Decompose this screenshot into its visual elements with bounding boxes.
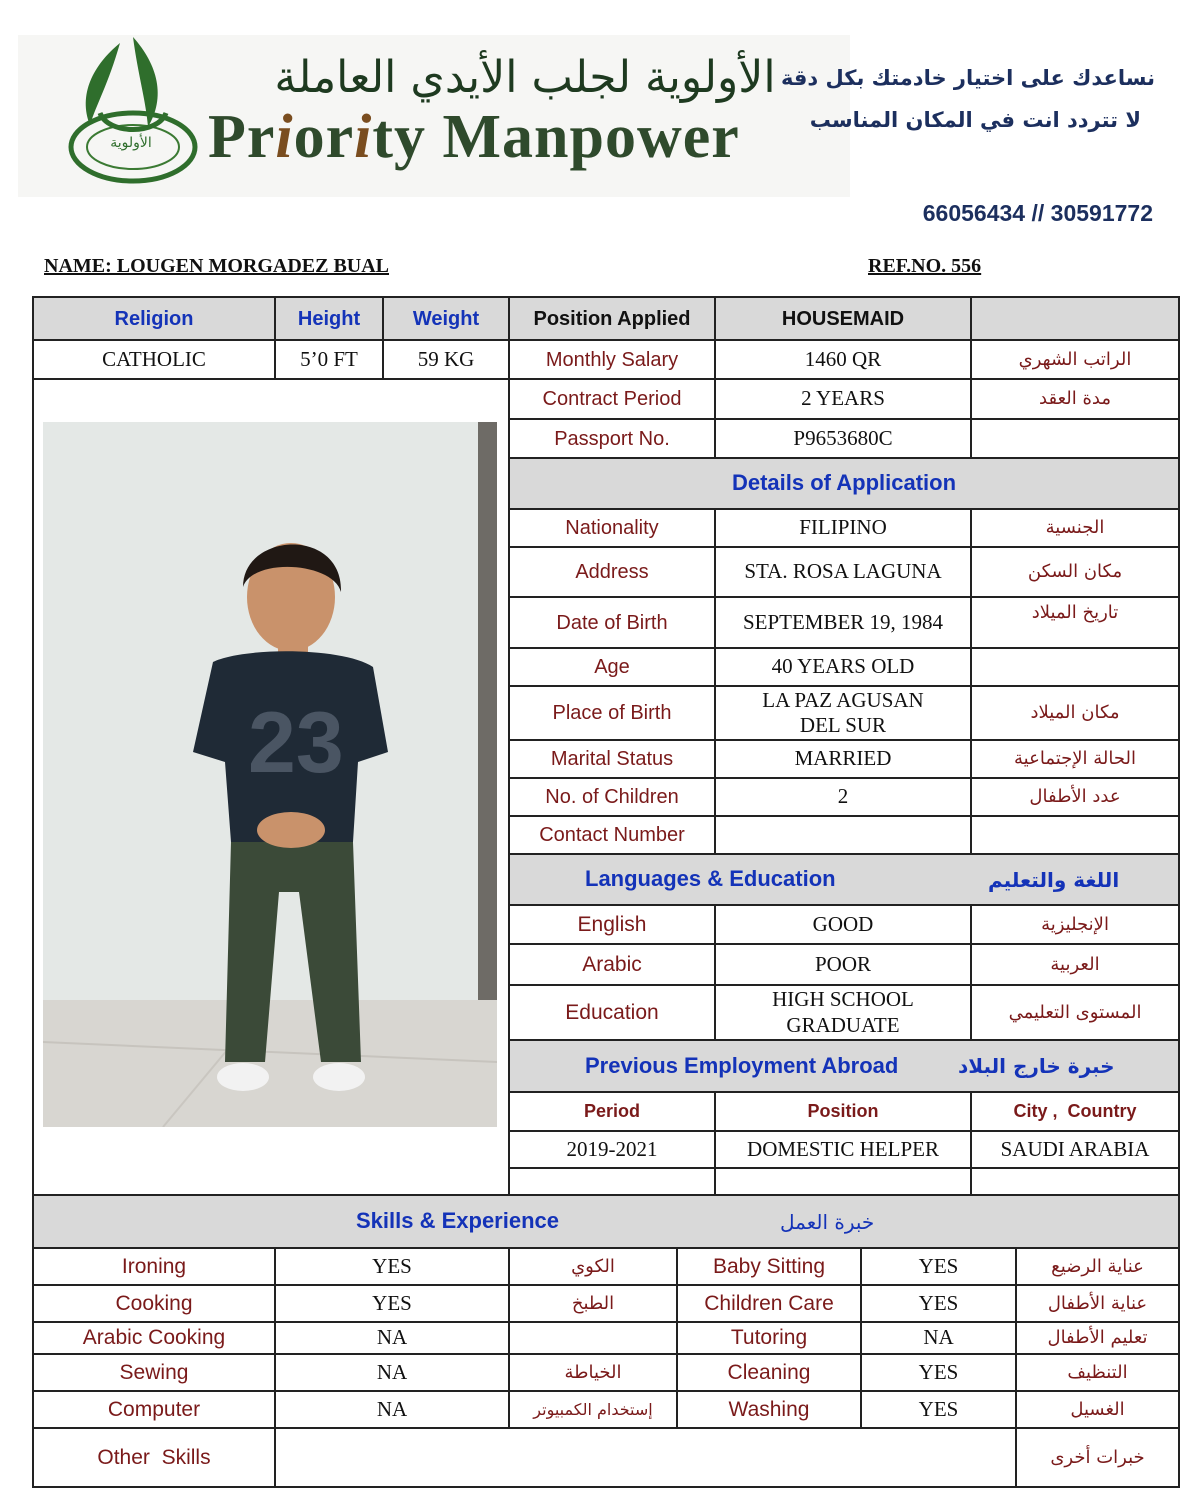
skill-cleaning-value: YES	[860, 1353, 1017, 1392]
arabic-value: POOR	[714, 943, 972, 986]
candidate-name: NAME: LOUGEN MORGADEZ BUAL	[44, 255, 390, 277]
candidate-photo	[43, 422, 497, 1127]
english-label: English	[508, 904, 716, 945]
skill-ironing-value: YES	[274, 1247, 510, 1286]
position-header: Position	[714, 1091, 972, 1132]
dob-label: Date of Birth	[508, 596, 716, 649]
nationality-label: Nationality	[508, 508, 716, 548]
table-row-period-empty	[508, 1167, 716, 1196]
contact-label: Contact Number	[508, 815, 716, 855]
skill-babysitting-label: Baby Sitting	[676, 1247, 862, 1286]
languages-title: Languages & Education	[585, 866, 836, 892]
salary-value: 1460 QR	[714, 339, 972, 380]
weight-value: 59 KG	[382, 339, 510, 380]
skill-sewing-label: Sewing	[32, 1353, 276, 1392]
children-arabic: عدد الأطفال	[970, 777, 1180, 817]
dob-value: SEPTEMBER 19, 1984	[714, 596, 972, 649]
table-row-country-empty	[970, 1167, 1180, 1196]
table-row-position-empty	[714, 1167, 972, 1196]
position-arabic	[970, 296, 1180, 341]
employment-title: Previous Employment Abroad	[585, 1052, 899, 1078]
skill-washing-arabic: الغسيل	[1015, 1390, 1180, 1429]
education-value: HIGH SCHOOL GRADUATE	[714, 984, 972, 1041]
address-arabic: مكان السكن	[970, 546, 1180, 598]
dob-arabic: تاريخ الميلاد	[970, 596, 1180, 649]
education-arabic: المستوى التعليمي	[970, 984, 1180, 1041]
birthplace-arabic: مكان الميلاد	[970, 685, 1180, 741]
skill-babysitting-value: YES	[860, 1247, 1017, 1286]
skill-computer-value: NA	[274, 1390, 510, 1429]
skill-ironing-arabic: الكوي	[508, 1247, 678, 1286]
logo-emblem-icon	[48, 35, 208, 197]
candidate-photo-illustration	[43, 422, 497, 1127]
skill-ironing-label: Ironing	[32, 1247, 276, 1286]
birthplace-value: LA PAZ AGUSAN DEL SUR	[714, 685, 972, 741]
salary-label: Monthly Salary	[508, 339, 716, 380]
nationality-arabic: الجنسية	[970, 508, 1180, 548]
skill-tutoring-arabic: تعليم الأطفال	[1015, 1321, 1180, 1355]
other-skills-label: Other Skills	[32, 1427, 276, 1488]
employment-title-arabic: خبرة خارج البلاد	[958, 1054, 1115, 1078]
skill-cleaning-arabic: التنظيف	[1015, 1353, 1180, 1392]
skill-sewing-arabic: الخياطة	[508, 1353, 678, 1392]
contact-value	[714, 815, 972, 855]
skill-tutoring-label: Tutoring	[676, 1321, 862, 1355]
other-skills-value	[274, 1427, 1017, 1488]
skill-computer-label: Computer	[32, 1390, 276, 1429]
age-value: 40 YEARS OLD	[714, 647, 972, 687]
languages-title-bar	[508, 853, 1180, 906]
languages-title-arabic: اللغة والتعليم	[988, 867, 1120, 892]
height-header: Height	[274, 296, 384, 341]
table-row-country: SAUDI ARABIA	[970, 1130, 1180, 1169]
svg-text:23: 23	[248, 695, 344, 791]
children-value: 2	[714, 777, 972, 817]
height-value: 5’0 FT	[274, 339, 384, 380]
tagline-line-2: لا تتردد انت في المكان المناسب	[809, 108, 1141, 132]
contact-arabic	[970, 815, 1180, 855]
skill-washing-label: Washing	[676, 1390, 862, 1429]
skill-computer-arabic: إستخدام الكمبيوتر	[508, 1390, 678, 1429]
skill-childrencare-label: Children Care	[676, 1284, 862, 1323]
skill-cooking-label: Cooking	[32, 1284, 276, 1323]
birthplace-label: Place of Birth	[508, 685, 716, 741]
logo-emblem-text: الأولوية	[110, 135, 152, 151]
position-value: HOUSEMAID	[714, 296, 972, 341]
skills-title-bar	[32, 1194, 1180, 1249]
skill-childrencare-value: YES	[860, 1284, 1017, 1323]
tagline-line-1: نساعدك على اختيار خادمتك بكل دقة	[780, 66, 1155, 90]
skill-childrencare-arabic: عناية الأطفال	[1015, 1284, 1180, 1323]
passport-label: Passport No.	[508, 418, 716, 459]
children-label: No. of Children	[508, 777, 716, 817]
phone-numbers: 66056434 // 30591772	[922, 200, 1153, 226]
arabic-arabic: العربية	[970, 943, 1180, 986]
religion-value: CATHOLIC	[32, 339, 276, 380]
period-header: Period	[508, 1091, 716, 1132]
marital-label: Marital Status	[508, 739, 716, 779]
position-label: Position Applied	[508, 296, 716, 341]
english-arabic: الإنجليزية	[970, 904, 1180, 945]
age-label: Age	[508, 647, 716, 687]
address-value: STA. ROSA LAGUNA	[714, 546, 972, 598]
skill-arabiccooking-value: NA	[274, 1321, 510, 1355]
skill-arabiccooking-arabic	[508, 1321, 678, 1355]
contract-value: 2 YEARS	[714, 378, 972, 420]
table-row-period: 2019-2021	[508, 1130, 716, 1169]
contract-arabic: مدة العقد	[970, 378, 1180, 420]
arabic-label: Arabic	[508, 943, 716, 986]
skill-cooking-arabic: الطبخ	[508, 1284, 678, 1323]
skills-title-arabic: خبرة العمل	[780, 1209, 875, 1234]
skill-sewing-value: NA	[274, 1353, 510, 1392]
skill-babysitting-arabic: عناية الرضيع	[1015, 1247, 1180, 1286]
employment-title-bar	[508, 1039, 1180, 1093]
reference-number: REF.NO. 556	[868, 255, 982, 277]
marital-value: MARRIED	[714, 739, 972, 779]
skill-cleaning-label: Cleaning	[676, 1353, 862, 1392]
marital-arabic: الحالة الإجتماعية	[970, 739, 1180, 779]
skill-arabiccooking-label: Arabic Cooking	[32, 1321, 276, 1355]
logo-arabic-text: الأولوية لجلب الأيدي العاملة	[274, 52, 776, 103]
skill-tutoring-value: NA	[860, 1321, 1017, 1355]
weight-header: Weight	[382, 296, 510, 341]
skill-cooking-value: YES	[274, 1284, 510, 1323]
passport-arabic	[970, 418, 1180, 459]
contract-label: Contract Period	[508, 378, 716, 420]
english-value: GOOD	[714, 904, 972, 945]
religion-header: Religion	[32, 296, 276, 341]
logo-english-text: Priority Manpower	[208, 103, 740, 171]
other-skills-arabic: خبرات أخرى	[1015, 1427, 1180, 1488]
age-arabic	[970, 647, 1180, 687]
skills-title: Skills & Experience	[356, 1208, 559, 1234]
nationality-value: FILIPINO	[714, 508, 972, 548]
education-label: Education	[508, 984, 716, 1041]
skill-washing-value: YES	[860, 1390, 1017, 1429]
address-label: Address	[508, 546, 716, 598]
salary-arabic: الراتب الشهري	[970, 339, 1180, 380]
table-row-position: DOMESTIC HELPER	[714, 1130, 972, 1169]
country-header: City , Country	[970, 1091, 1180, 1132]
details-title: Details of Application	[508, 457, 1180, 510]
passport-value: P9653680C	[714, 418, 972, 459]
